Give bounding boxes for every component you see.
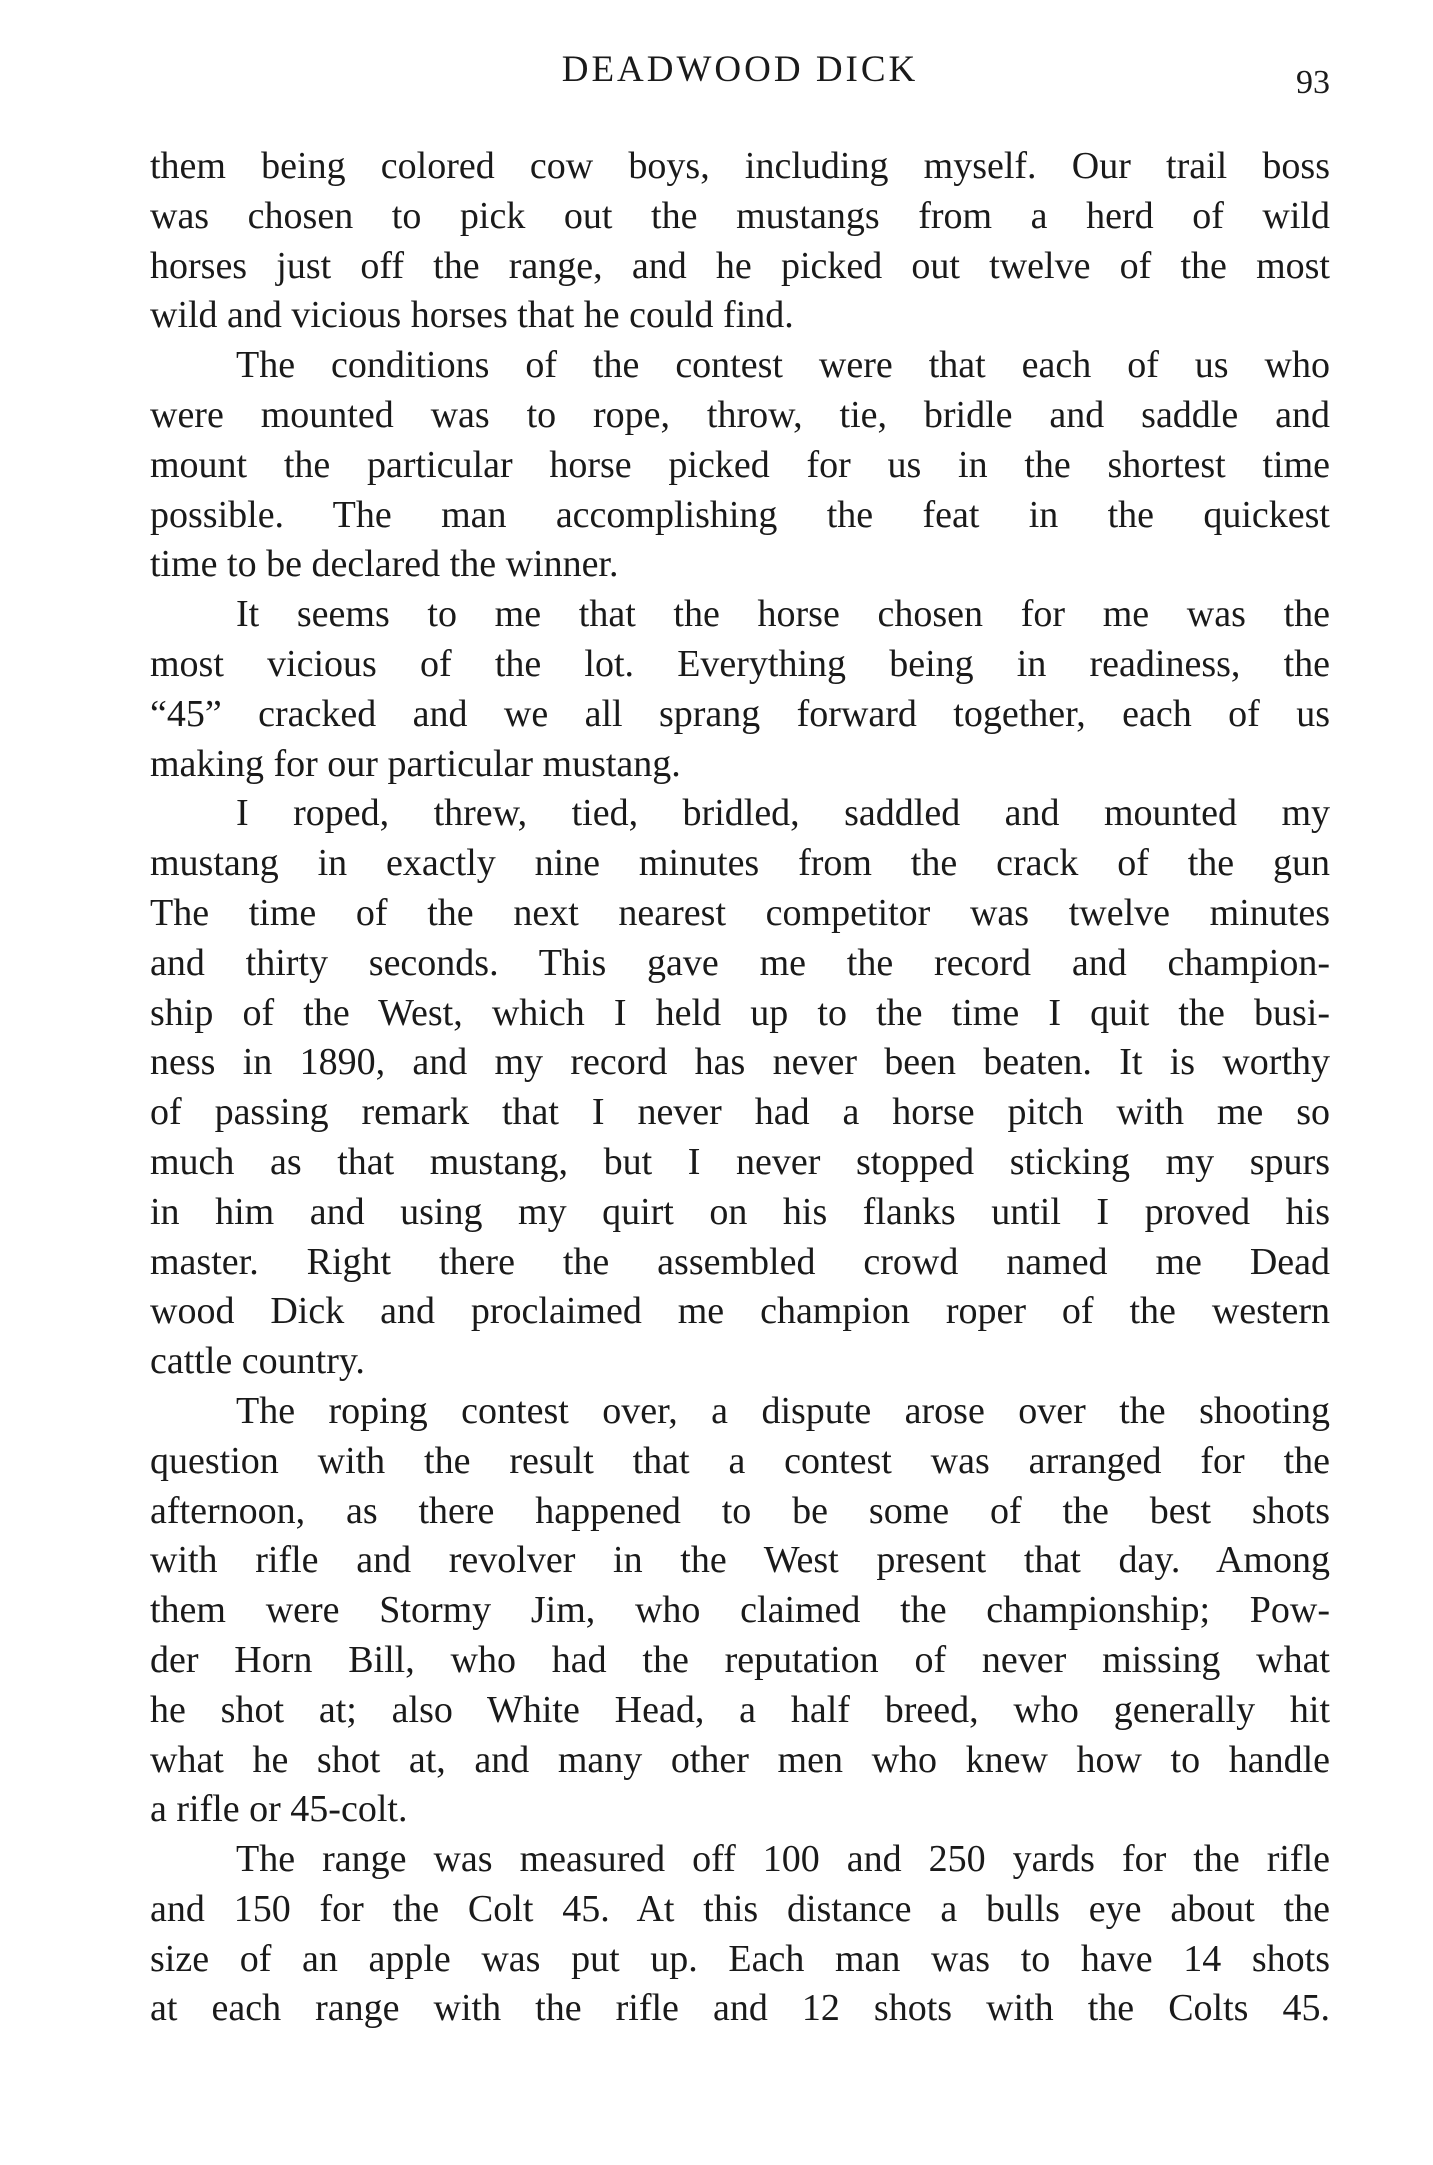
- text-line: mustang in exactly nine minutes from the crack of the gun: [150, 842, 1330, 885]
- text-line: It seems to me that the horse chosen for me was the: [236, 593, 1330, 636]
- text-line: horses just off the range, and he picked out twelve of the most: [150, 244, 1330, 287]
- text-line: der Horn Bill, who had the reputation of never missing what: [150, 1638, 1330, 1681]
- running-head: [150, 48, 1330, 101]
- text-line: wild and vicious horses that he could find.: [150, 294, 794, 337]
- text-line: time to be declared the winner.: [150, 543, 619, 586]
- text-line: The range was measured off 100 and 250 yards for the rifle: [236, 1838, 1330, 1881]
- text-line: them being colored cow boys, including myself. Our trail boss: [150, 145, 1330, 187]
- text-line: was chosen to pick out the mustangs from a herd of wild: [150, 194, 1330, 237]
- text-line: afternoon, as there happened to be some of the best shots: [150, 1489, 1330, 1532]
- text-line: making for our particular mustang.: [150, 742, 681, 785]
- running-title: DEADWOOD DICK: [561, 49, 919, 90]
- text-line: wood Dick and proclaimed me champion roper of the western: [150, 1290, 1330, 1333]
- text-line: at each range with the rifle and 12 shots with the Colts 45.: [150, 1987, 1330, 2030]
- text-line: cattle country.: [150, 1340, 365, 1383]
- text-line: The conditions of the contest were that each of us who: [236, 344, 1330, 387]
- text-line: he shot at; also White Head, a half breed, who generally hit: [150, 1688, 1330, 1731]
- text-line: The time of the next nearest competitor was twelve minutes: [150, 891, 1330, 934]
- text-line: them were Stormy Jim, who claimed the championship; Pow-: [150, 1589, 1330, 1632]
- text-line: were mounted was to rope, throw, tie, bridle and saddle and: [150, 393, 1330, 436]
- text-line: with rifle and revolver in the West present that day. Among: [150, 1539, 1330, 1582]
- body-text: [150, 142, 1330, 2034]
- text-line: a rifle or 45-colt.: [150, 1788, 408, 1831]
- text-line: question with the result that a contest was arranged for the: [150, 1439, 1330, 1482]
- text-line: “45” cracked and we all sprang forward together, each of us: [150, 692, 1330, 735]
- text-line: I roped, threw, tied, bridled, saddled and mounted my: [236, 792, 1330, 835]
- text-line: master. Right there the assembled crowd named me Dead: [150, 1240, 1330, 1283]
- text-line: much as that mustang, but I never stopped sticking my spurs: [150, 1140, 1330, 1183]
- page-number: 93: [1296, 64, 1330, 101]
- text-line: ness in 1890, and my record has never been beaten. It is worthy: [150, 1041, 1330, 1084]
- text-line: The roping contest over, a dispute arose over the shooting: [236, 1389, 1330, 1432]
- text-line: in him and using my quirt on his flanks until I proved his: [150, 1190, 1330, 1233]
- text-line: possible. The man accomplishing the feat in the quickest: [150, 493, 1330, 536]
- text-line: mount the particular horse picked for us in the shortest time: [150, 443, 1330, 486]
- text-line: and thirty seconds. This gave me the record and champion-: [150, 941, 1330, 984]
- text-line: most vicious of the lot. Everything being in readiness, the: [150, 642, 1330, 685]
- text-line: and 150 for the Colt 45. At this distance a bulls eye about the: [150, 1887, 1330, 1930]
- text-line: of passing remark that I never had a horse pitch with me so: [150, 1091, 1330, 1134]
- text-line: ship of the West, which I held up to the time I quit the busi-: [150, 991, 1330, 1034]
- text-line: what he shot at, and many other men who knew how to handle: [150, 1738, 1330, 1781]
- text-line: size of an apple was put up. Each man was to have 14 shots: [150, 1937, 1330, 1980]
